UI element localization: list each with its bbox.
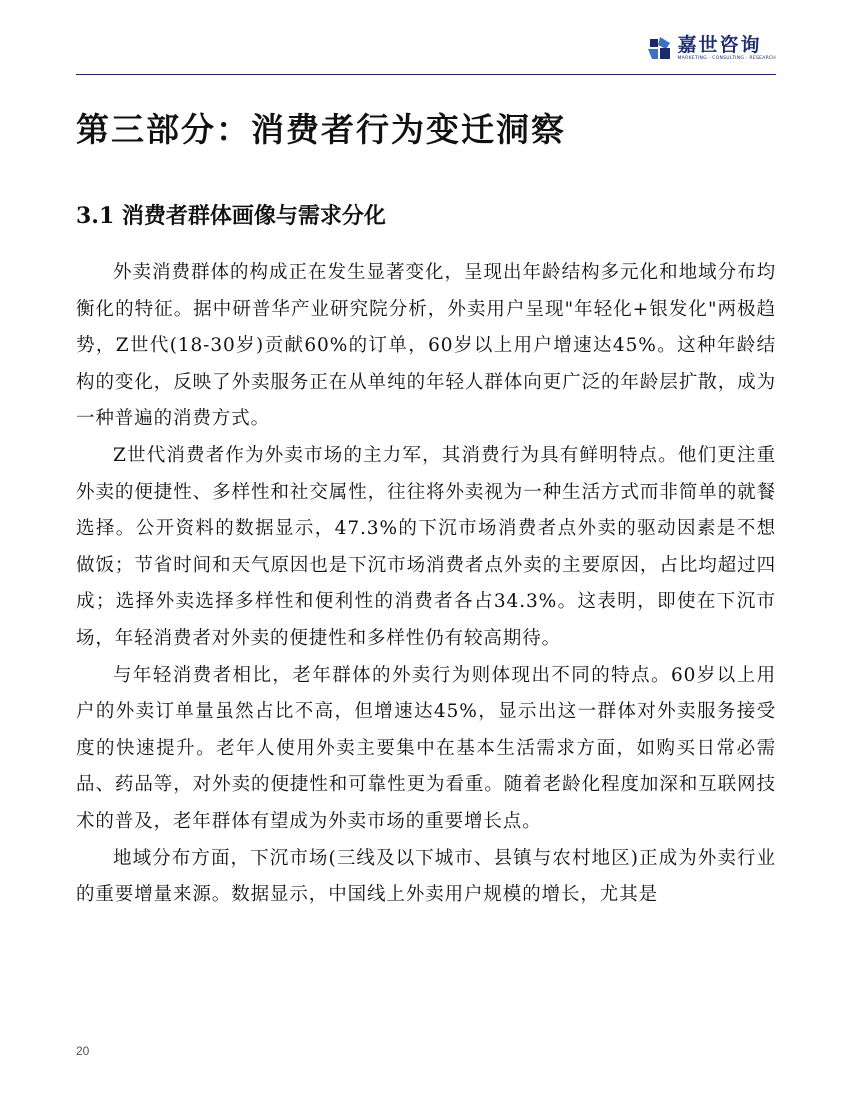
part-title: 第三部分：消费者行为变迁洞察 xyxy=(76,110,566,149)
logo-name: 嘉世咨询 xyxy=(677,34,762,56)
body-text xyxy=(76,255,776,914)
paragraph: 地域分布方面，下沉市场(三线及以下城市、县镇与农村地区)正成为外卖行业的重要增量来源。数据显示，中国线上外卖用户规模的增长，尤其是 xyxy=(76,847,776,906)
logo-tagline: MARKETING · CONSULTING · RESEARCH xyxy=(677,56,776,61)
header-divider xyxy=(76,74,776,75)
paragraph: 外卖消费群体的构成正在发生显著变化，呈现出年龄结构多元化和地域分布均衡化的特征。据中研普华产业研究院分析，外卖用户呈现"年轻化+银发化"两极趋势，Z世代(18-30岁)贡献60%的订单，60岁以上用户增速达45%。这种年龄结构的变化，反映了外卖服务正在从单纯的年轻人群体向更广泛的年龄层扩散，成为一种普遍的消费方式。 xyxy=(76,262,776,430)
page-number: 20 xyxy=(76,1044,90,1058)
logo-mark-icon xyxy=(646,35,672,61)
company-logo xyxy=(646,34,777,62)
paragraph: Z世代消费者作为外卖市场的主力军，其消费行为具有鲜明特点。他们更注重外卖的便捷性、多样性和社交属性，往往将外卖视为一种生活方式而非简单的就餐选择。公开资料的数据显示，47.3%的下沉市场消费者点外卖的驱动因素是不想做饭；节省时间和天气原因也是下沉市场消费者点外卖的主要原因，占比均超过四成；选择外卖选择多样性和便利性的消费者各占34.3%。这表明，即使在下沉市场，年轻消费者对外卖的便捷性和多样性仍有较高期待。 xyxy=(76,444,776,649)
section-title: 3.1 消费者群体画像与需求分化 xyxy=(76,203,386,229)
page-header xyxy=(76,30,776,74)
paragraph: 与年轻消费者相比，老年群体的外卖行为则体现出不同的特点。60岁以上用户的外卖订单量虽然占比不高，但增速达45%，显示出这一群体对外卖服务接受度的快速提升。老年人使用外卖主要集中在基本生活需求方面，如购买日常必需品、药品等，对外卖的便捷性和可靠性更为看重。随着老龄化程度加深和互联网技术的普及，老年群体有望成为外卖市场的重要增长点。 xyxy=(76,664,776,832)
